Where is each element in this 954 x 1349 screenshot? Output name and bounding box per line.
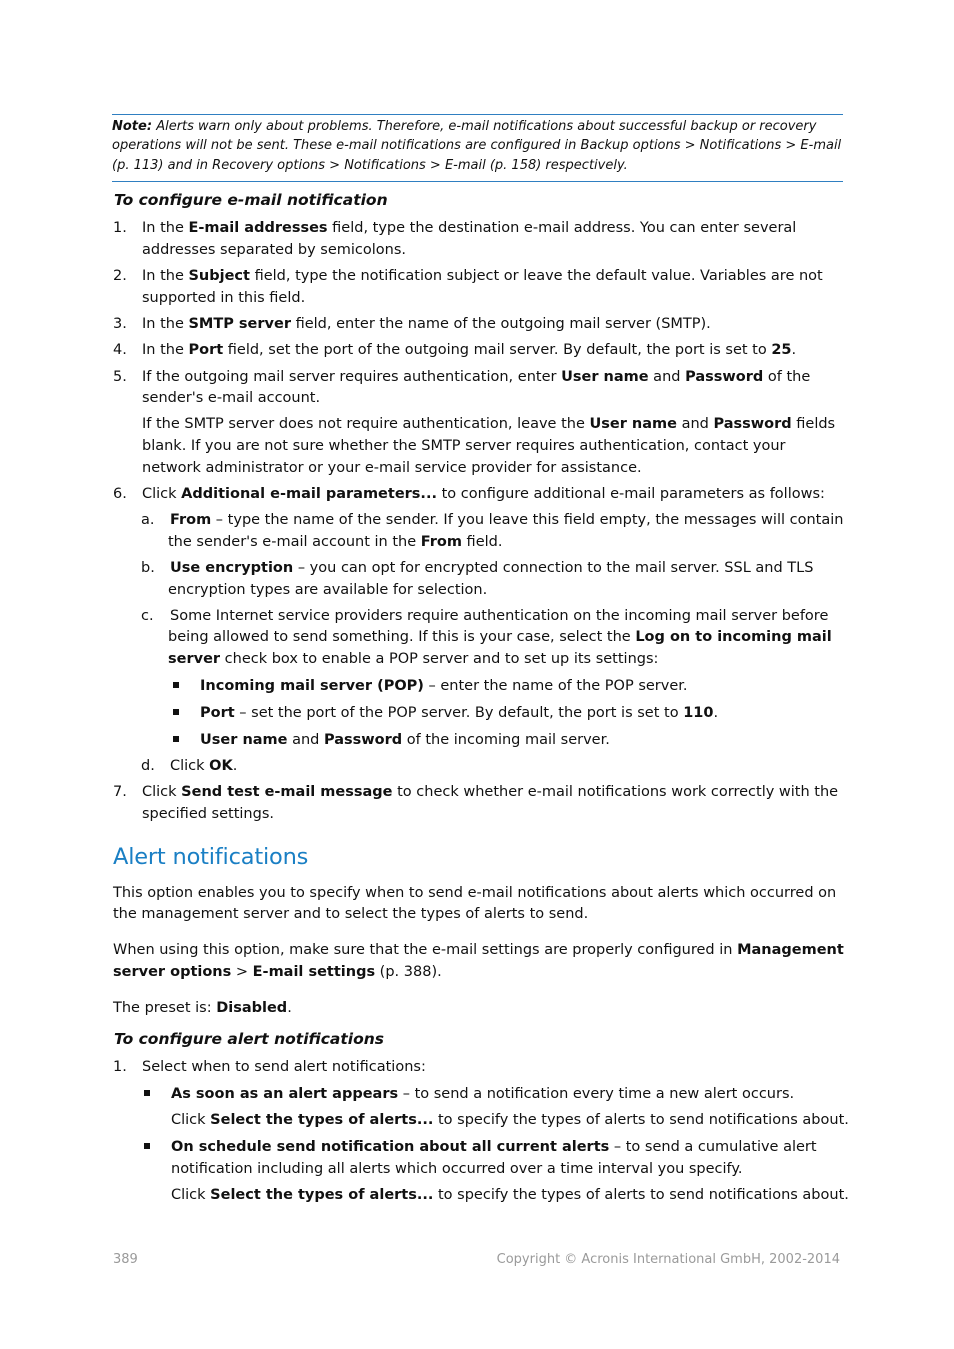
step-5-para-line-2: blank. If you are not sure whether the SMTP server requires authentication, contact your bbox=[142, 438, 786, 454]
bullet-pop-credentials: User name and Password of the incoming mail server. bbox=[200, 732, 610, 748]
step-number: 1. bbox=[113, 1059, 127, 1075]
substep-c-line-1: Some Internet service providers require authentication on the incoming mail server before bbox=[170, 608, 829, 624]
bullet-square-icon bbox=[173, 682, 179, 688]
substep-b-line-2: encryption types are available for selection. bbox=[168, 582, 488, 598]
substep-letter: c. bbox=[141, 608, 154, 624]
bullet-as-soon-as-para: Click Select the types of alerts... to specify the types of alerts to send notifications about. bbox=[171, 1112, 849, 1128]
preset-line: The preset is: Disabled. bbox=[113, 1000, 292, 1016]
bullet-square-icon bbox=[144, 1090, 150, 1096]
step-5-para-line-1: If the SMTP server does not require authentication, leave the User name and Password fields bbox=[142, 416, 836, 432]
note-line-2: operations will not be sent. These e-mail notifications are configured in Backup options > Notifications > E-mail bbox=[112, 138, 842, 153]
step-5-line-2: sender's e-mail account. bbox=[142, 390, 321, 406]
bullet-on-schedule-line-2: notification including all alerts which occurred over a time interval you specify. bbox=[171, 1161, 743, 1177]
bullet-square-icon bbox=[144, 1143, 150, 1149]
page-number: 389 bbox=[113, 1252, 138, 1267]
step-number: 1. bbox=[113, 220, 127, 236]
substep-a-line-2: the sender's e-mail account in the From field. bbox=[168, 534, 503, 550]
substep-a-line-1: From – type the name of the sender. If you leave this field empty, the messages will contain bbox=[170, 512, 844, 528]
step-5-line-1: If the outgoing mail server requires authentication, enter User name and Password of the bbox=[142, 369, 811, 385]
procedure-title-email: To configure e-mail notification bbox=[114, 191, 388, 209]
step-1-line-2: addresses separated by semicolons. bbox=[142, 242, 407, 258]
step-3-line-1: In the SMTP server field, enter the name of the outgoing mail server (SMTP). bbox=[142, 316, 711, 332]
note-line-3: (p. 113) and in Recovery options > Notifications > E-mail (p. 158) respectively. bbox=[112, 158, 628, 173]
alert-step-1-line-1: Select when to send alert notifications: bbox=[142, 1059, 426, 1075]
section-heading: Alert notifications bbox=[113, 844, 309, 870]
step-1-line-1: In the E-mail addresses field, type the destination e-mail address. You can enter several bbox=[142, 220, 797, 236]
copyright: Copyright © Acronis International GmbH, 2002-2014 bbox=[496, 1252, 840, 1267]
substep-letter: a. bbox=[141, 512, 155, 528]
step-number: 3. bbox=[113, 316, 127, 332]
alert-settings-line-1: When using this option, make sure that the e-mail settings are properly configured in Management bbox=[113, 942, 844, 958]
bullet-square-icon bbox=[173, 709, 179, 715]
step-2-line-1: In the Subject field, type the notification subject or leave the default value. Variables are not bbox=[142, 268, 823, 284]
substep-c-line-3: server check box to enable a POP server and to set up its settings: bbox=[168, 651, 659, 667]
bullet-pop-server: Incoming mail server (POP) – enter the name of the POP server. bbox=[200, 678, 688, 694]
step-7-line-2: specified settings. bbox=[142, 806, 274, 822]
substep-b-line-1: Use encryption – you can opt for encrypted connection to the mail server. SSL and TLS bbox=[170, 560, 814, 576]
substep-c-line-2: being allowed to send something. If this is your case, select the Log on to incoming mail bbox=[168, 629, 832, 645]
step-6-line-1: Click Additional e-mail parameters... to configure additional e-mail parameters as follows: bbox=[142, 486, 825, 502]
bullet-as-soon-as: As soon as an alert appears – to send a notification every time a new alert occurs. bbox=[171, 1086, 795, 1102]
substep-d-line-1: Click OK. bbox=[170, 758, 238, 774]
alert-settings-line-2: server options > E-mail settings (p. 388). bbox=[113, 964, 442, 980]
bullet-square-icon bbox=[173, 736, 179, 742]
step-4-line-1: In the Port field, set the port of the outgoing mail server. By default, the port is set to 25. bbox=[142, 342, 797, 358]
bullet-on-schedule-para: Click Select the types of alerts... to specify the types of alerts to send notifications about. bbox=[171, 1187, 849, 1203]
substep-letter: b. bbox=[141, 560, 155, 576]
note-line-1: Note: Alerts warn only about problems. Therefore, e-mail notifications about successful backup or recovery bbox=[112, 119, 817, 134]
step-2-line-2: supported in this field. bbox=[142, 290, 306, 306]
substep-letter: d. bbox=[141, 758, 155, 774]
step-number: 2. bbox=[113, 268, 127, 284]
step-number: 5. bbox=[113, 369, 127, 385]
step-number: 7. bbox=[113, 784, 127, 800]
alert-intro-line-1: This option enables you to specify when to send e-mail notifications about alerts which occurred on bbox=[113, 885, 837, 901]
step-5-para-line-3: network administrator or your e-mail service provider for assistance. bbox=[142, 460, 642, 476]
bullet-on-schedule-line-1: On schedule send notification about all current alerts – to send a cumulative alert bbox=[171, 1139, 817, 1155]
procedure-title-alerts: To configure alert notifications bbox=[114, 1030, 384, 1048]
bullet-pop-port: Port – set the port of the POP server. By default, the port is set to 110. bbox=[200, 705, 719, 721]
step-7-line-1: Click Send test e-mail message to check whether e-mail notifications work correctly with the bbox=[142, 784, 839, 800]
step-number: 4. bbox=[113, 342, 127, 358]
alert-intro-line-2: the management server and to select the types of alerts to send. bbox=[113, 906, 589, 922]
step-number: 6. bbox=[113, 486, 127, 502]
